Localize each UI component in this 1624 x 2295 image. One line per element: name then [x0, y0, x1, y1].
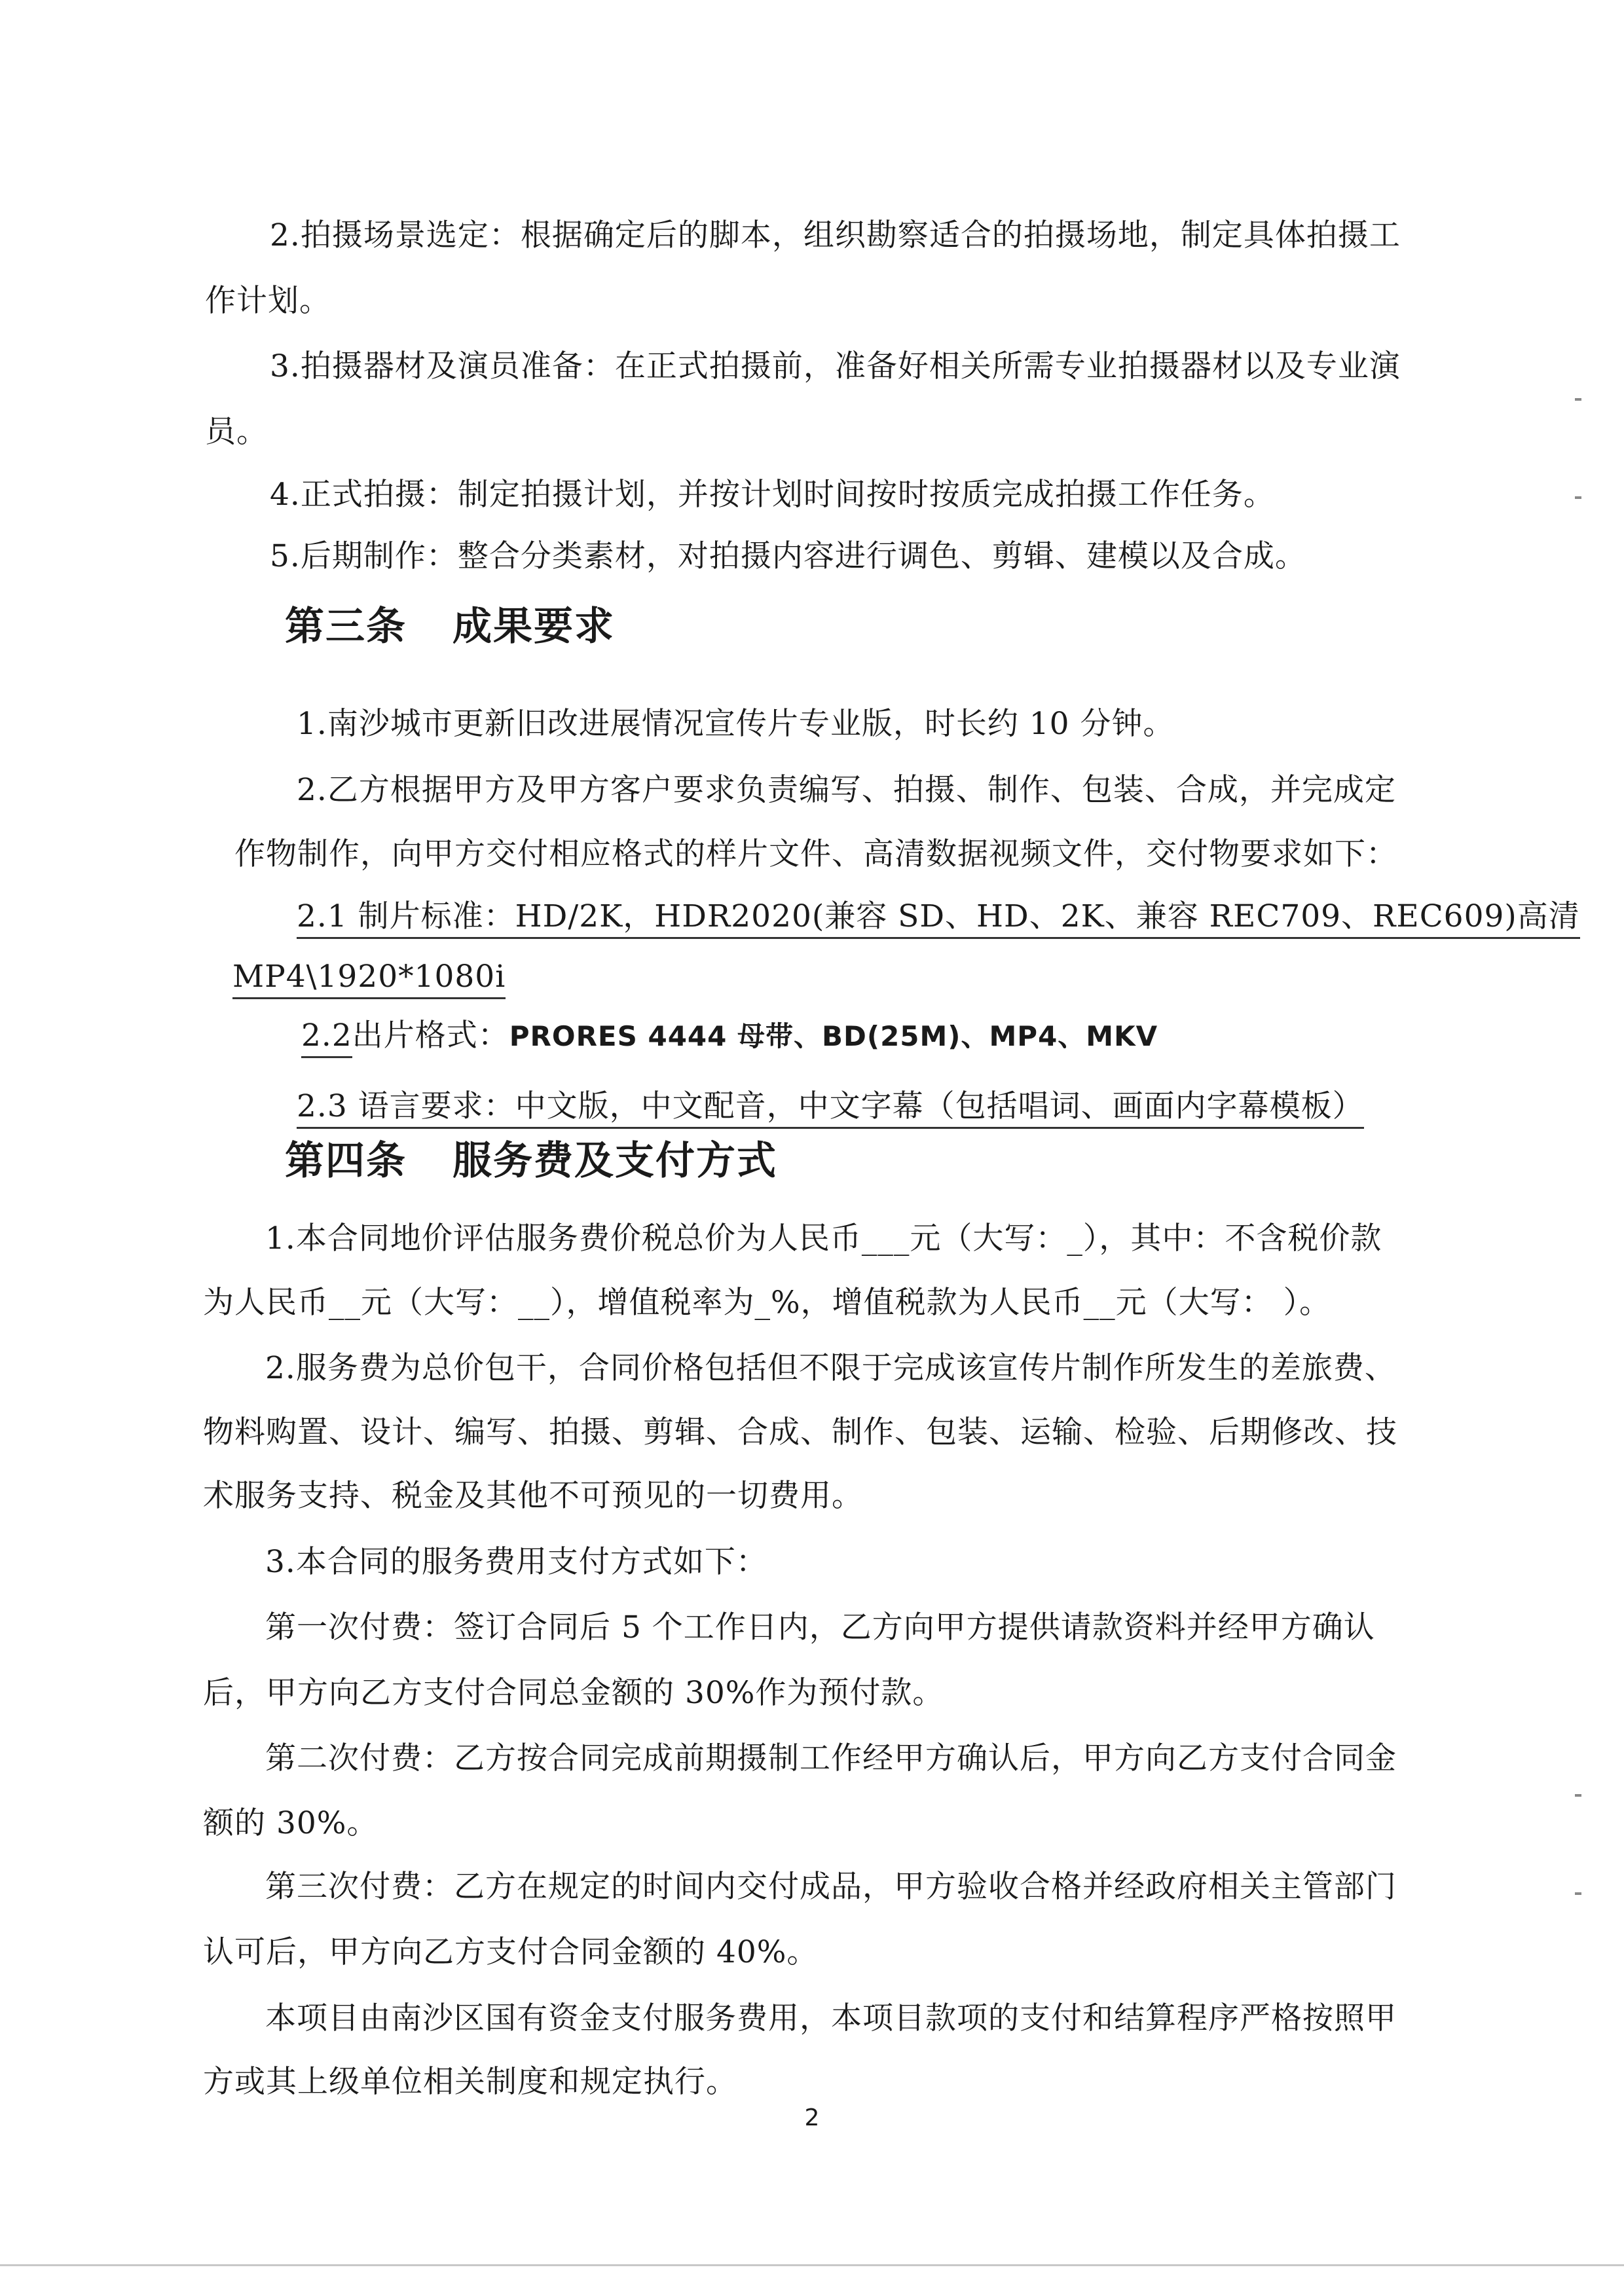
margin-mark	[1575, 1794, 1581, 1797]
item3-line2: 员。	[205, 414, 268, 450]
article4-number: 第四条	[285, 1138, 407, 1184]
article4-heading	[285, 1138, 777, 1184]
article3-p2-line1: 2.乙方根据甲方及甲方客户要求负责编写、拍摄、制作、包装、合成，并完成定	[297, 772, 1396, 808]
article4-title: 服务费及支付方式	[452, 1138, 777, 1184]
article4-p1-line1: 1.本合同地价评估服务费价税总价为人民币___元（大写：_），其中：不含税价款	[265, 1221, 1382, 1257]
funding-line2: 方或其上级单位相关制度和规定执行。	[203, 2064, 737, 2100]
article3-p22-label: 出片格式：	[352, 1018, 509, 1054]
article3-p21-line2	[232, 957, 506, 997]
article3-p2-line2: 作物制作，向甲方交付相应格式的样片文件、高清数据视频文件，交付物要求如下：	[234, 836, 1397, 872]
payment1-line1: 第一次付费：签订合同后 5 个工作日内，乙方向甲方提供请款资料并经甲方确认	[265, 1609, 1375, 1645]
item5: 5.后期制作：整合分类素材，对拍摄内容进行调色、剪辑、建模以及合成。	[270, 538, 1306, 574]
article3-p1: 1.南沙城市更新旧改进展情况宣传片专业版，时长约 10 分钟。	[297, 706, 1175, 742]
article3-p23-text: 2.3 语言要求：中文版，中文配音，中文字幕（包括唱词、画面内字幕模板）	[297, 1088, 1364, 1129]
margin-mark	[1575, 1892, 1581, 1895]
margin-mark	[1575, 398, 1581, 401]
item2-line1: 2.拍摄场景选定：根据确定后的脚本，组织勘察适合的拍摄场地，制定具体拍摄工	[270, 217, 1401, 253]
article4-p2-line3: 术服务支持、税金及其他不可预见的一切费用。	[203, 1478, 863, 1514]
article3-p22-formats: PRORES 4444 母带、BD(25M)、MP4、MKV	[509, 1020, 1158, 1052]
article3-p22	[301, 1016, 1158, 1056]
article3-number: 第三条	[285, 604, 407, 650]
item2-line2: 作计划。	[205, 283, 331, 319]
page-number: 2	[804, 2104, 820, 2131]
article3-heading	[285, 604, 615, 650]
margin-mark	[1575, 496, 1581, 499]
article3-p21-line2-text: MP4\1920*1080i	[232, 959, 506, 999]
bottom-edge-line	[0, 2264, 1624, 2266]
payment3-line2: 认可后，甲方向乙方支付合同金额的 40%。	[203, 1934, 819, 1970]
payment2-line2: 额的 30%。	[203, 1805, 378, 1841]
article3-p21-line1	[297, 897, 1580, 936]
payment2-line1: 第二次付费：乙方按合同完成前期摄制工作经甲方确认后，甲方向乙方支付合同金	[265, 1740, 1397, 1776]
article4-p3: 3.本合同的服务费用支付方式如下：	[265, 1544, 767, 1580]
funding-line1: 本项目由南沙区国有资金支付服务费用，本项目款项的支付和结算程序严格按照甲	[265, 2000, 1397, 2036]
article4-p2-line1: 2.服务费为总价包干，合同价格包括但不限于完成该宣传片制作所发生的差旅费、	[265, 1350, 1396, 1386]
article4-p2-line2: 物料购置、设计、编写、拍摄、剪辑、合成、制作、包装、运输、检验、后期修改、技	[203, 1414, 1397, 1450]
article3-p23	[297, 1087, 1364, 1126]
article3-p21-line1-text: 2.1 制片标准：HD/2K，HDR2020(兼容 SD、HD、2K、兼容 REC709、REC609)高清	[297, 898, 1580, 939]
payment1-line2: 后，甲方向乙方支付合同总金额的 30%作为预付款。	[203, 1675, 944, 1711]
payment3-line1: 第三次付费：乙方在规定的时间内交付成品，甲方验收合格并经政府相关主管部门	[265, 1869, 1397, 1905]
item3-line1: 3.拍摄器材及演员准备：在正式拍摄前，准备好相关所需专业拍摄器材以及专业演	[270, 348, 1401, 384]
article3-title: 成果要求	[452, 604, 615, 650]
item4: 4.正式拍摄：制定拍摄计划，并按计划时间按时按质完成拍摄工作任务。	[270, 477, 1275, 513]
article4-p1-line2: 为人民币__元（大写：__），增值税率为_%，增值税款为人民币__元（大写： ）。	[203, 1285, 1331, 1321]
article3-p22-prefix: 2.2	[301, 1018, 352, 1058]
